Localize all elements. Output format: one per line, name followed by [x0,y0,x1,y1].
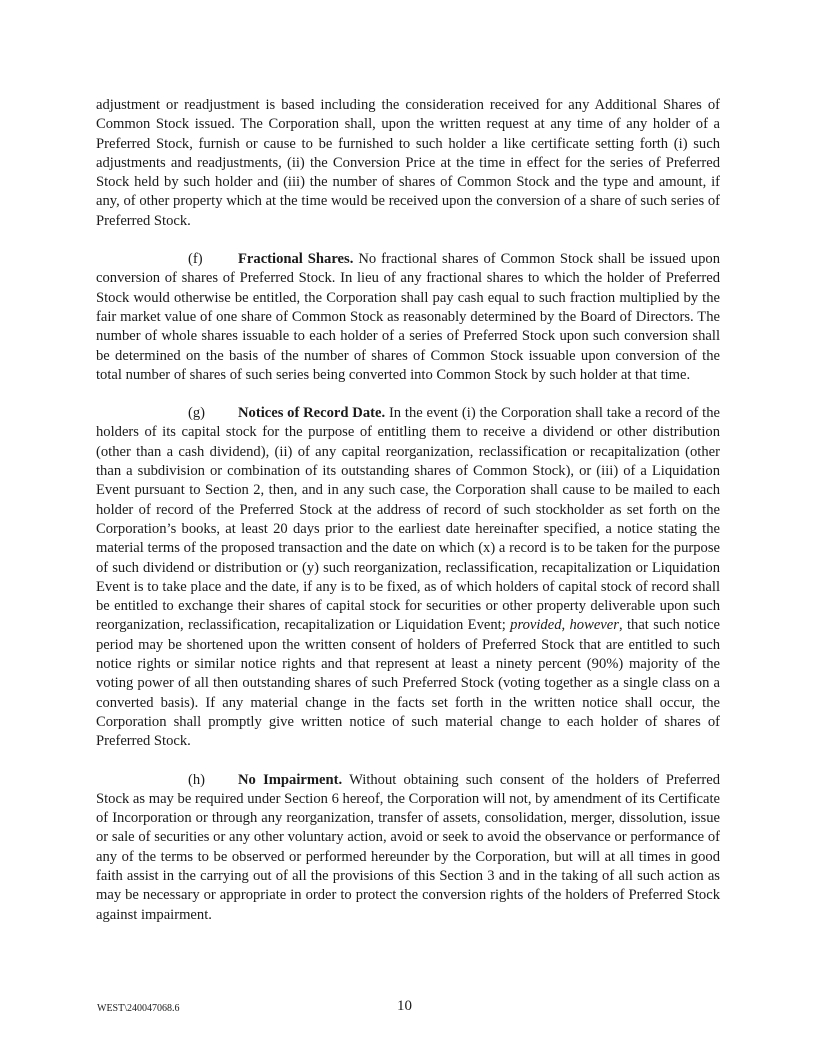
section-f-heading: Fractional Shares. [238,251,354,268]
section-f-label: (f) [188,251,203,268]
section-f-text: No fractional shares of Common Stock shall be issued upon conversion of shares of Preferred Stock. In lieu of any fractional shares to which the holder of Preferred Stock would otherwise be entitled, the Corporation shall pay cash equal to such fraction multiplied by the fair market value of one share of Common Stock as reasonably determined by the Board of Directors. The number of whole shares issuable to each holder of a series of Preferred Stock upon such conversion shall be determined on the basis of the number of shares of Common Stock issuable upon conversion of the total number of shares of such series being converted into Common Stock by such holder at that time. [96,251,720,383]
section-h-paragraph [96,771,720,925]
document-body [96,96,720,944]
section-h-label: (h) [188,771,206,788]
section-g-heading: Notices of Record Date. [238,405,386,422]
section-g-proviso: provided, however [510,617,619,634]
section-g-paragraph [96,404,720,751]
section-h-heading: No Impairment. [238,771,343,788]
intro-paragraph: adjustment or readjustment is based including the consideration received for any Additional Shares of Common Stock issued. The Corporation shall, upon the written request at any time of any holder of a Preferred Stock, furnish or cause to be furnished to such holder a like certificate setting forth (i) such adjustments and readjustments, (ii) the Conversion Price at the time in effect for the series of Preferred Stock held by such holder and (iii) the number of shares of Common Stock and the type and amount, if any, of other property which at the time would be received upon the conversion of a share of such series of Preferred Stock. [96,97,720,229]
section-g-text-2: , that such notice period may be shortened upon the written consent of holders of Preferred Stock that are entitled to such notice rights or similar notice rights and that represent at least a ninety percent (90%) majority of the voting power of all then outstanding shares of such Preferred Stock (voting together as a single class on a converted basis). If any material change in the facts set forth in the written notice shall occur, the Corporation shall promptly give written notice of such material change to each holder of shares of Preferred Stock. [96,617,720,750]
section-h-text: Without obtaining such consent of the holders of Preferred Stock as may be required under Section 6 hereof, the Corporation will not, by amendment of its Certificate of Incorporation or through any reorganization, transfer of assets, consolidation, merger, dissolution, issue or sale of securities or any other voluntary action, avoid or seek to avoid the observance or performance of any of the terms to be observed or performed hereunder by the Corporation, but will at all times in good faith assist in the carrying out of all the provisions of this Section 3 and in the taking of all such action as may be necessary or appropriate in order to protect the conversion rights of the holders of Preferred Stock against impairment. [96,771,720,923]
section-g-text-1: In the event (i) the Corporation shall take a record of the holders of its capital stock for the purpose of entitling them to receive a dividend or other distribution (other than a cash dividend), (ii) of any capital reorganization, reclassification or recapitalization (other than a subdivision or combination of its outstanding shares of Common Stock), or (iii) of a Liquidation Event pursuant to Section 2, then, and in any such case, the Corporation shall cause to be mailed to each holder of record of the Preferred Stock at the address of record of such stockholder as set forth on the Corporation’s books, at least 20 days prior to the earliest date hereinafter specified, a notice stating the material terms of the proposed transaction and the date on which (x) a record is to be taken for the purpose of such dividend or distribution or (y) such reorganization, reclassification, recapitalization or Liquidation Event is to take place and the date, if any is to be fixed, as of which holders of capital stock of record shall be entitled to exchange their shares of capital stock for securities or other property deliverable upon such reorganization, reclassification, recapitalization or Liquidation Event; [96,405,720,634]
section-g-label: (g) [188,405,206,422]
footer-document-id: WEST\240047068.6 [97,1003,180,1014]
section-f-paragraph [96,250,720,385]
page-number: 10 [397,998,412,1014]
